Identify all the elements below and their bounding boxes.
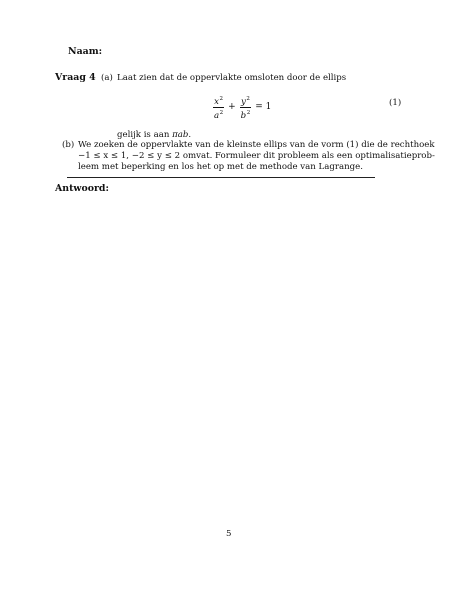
exponent: 2 xyxy=(246,109,251,116)
part-b-marker: (b) xyxy=(62,140,75,150)
part-a-conclusion: gelijk is aan πab. xyxy=(117,130,192,140)
plus-sign: + xyxy=(228,102,236,112)
numerator-x: x xyxy=(214,96,219,107)
ellipse-equation xyxy=(212,91,274,123)
part-b-line-2: −1 ≤ x ≤ 1, −2 ≤ y ≤ 2 omvat. Formuleer dit probleem als een optimalisatieprob- xyxy=(78,151,435,161)
equation-rhs: = 1 xyxy=(255,102,272,112)
denominator-b: b xyxy=(240,110,247,121)
denominator-a: a xyxy=(214,110,220,121)
name-label: Naam: xyxy=(68,46,103,57)
pi-ab: πab. xyxy=(172,130,192,140)
exponent: 2 xyxy=(246,95,250,102)
part-b-line-3: leem met beperking en los het op met de methode van Lagrange. xyxy=(78,162,363,172)
exponent: 2 xyxy=(219,95,223,102)
exponent: 2 xyxy=(219,109,224,116)
part-a-marker: (a) xyxy=(101,73,113,83)
fraction-y-over-b xyxy=(240,94,252,121)
answer-label: Antwoord: xyxy=(55,183,109,194)
numerator-y: y xyxy=(241,96,246,107)
part-b-line-1: We zoeken de oppervlakte van de kleinste ellips van de vorm (1) die de rechthoek xyxy=(78,140,435,150)
fraction-x-over-a xyxy=(213,94,224,121)
separator-rule xyxy=(67,177,375,178)
part-a-intro: Laat zien dat de oppervlakte omsloten door de ellips xyxy=(117,73,347,83)
question-label: Vraag 4 xyxy=(55,72,96,83)
equation-number: (1) xyxy=(389,98,402,108)
page-number: 5 xyxy=(226,529,232,539)
